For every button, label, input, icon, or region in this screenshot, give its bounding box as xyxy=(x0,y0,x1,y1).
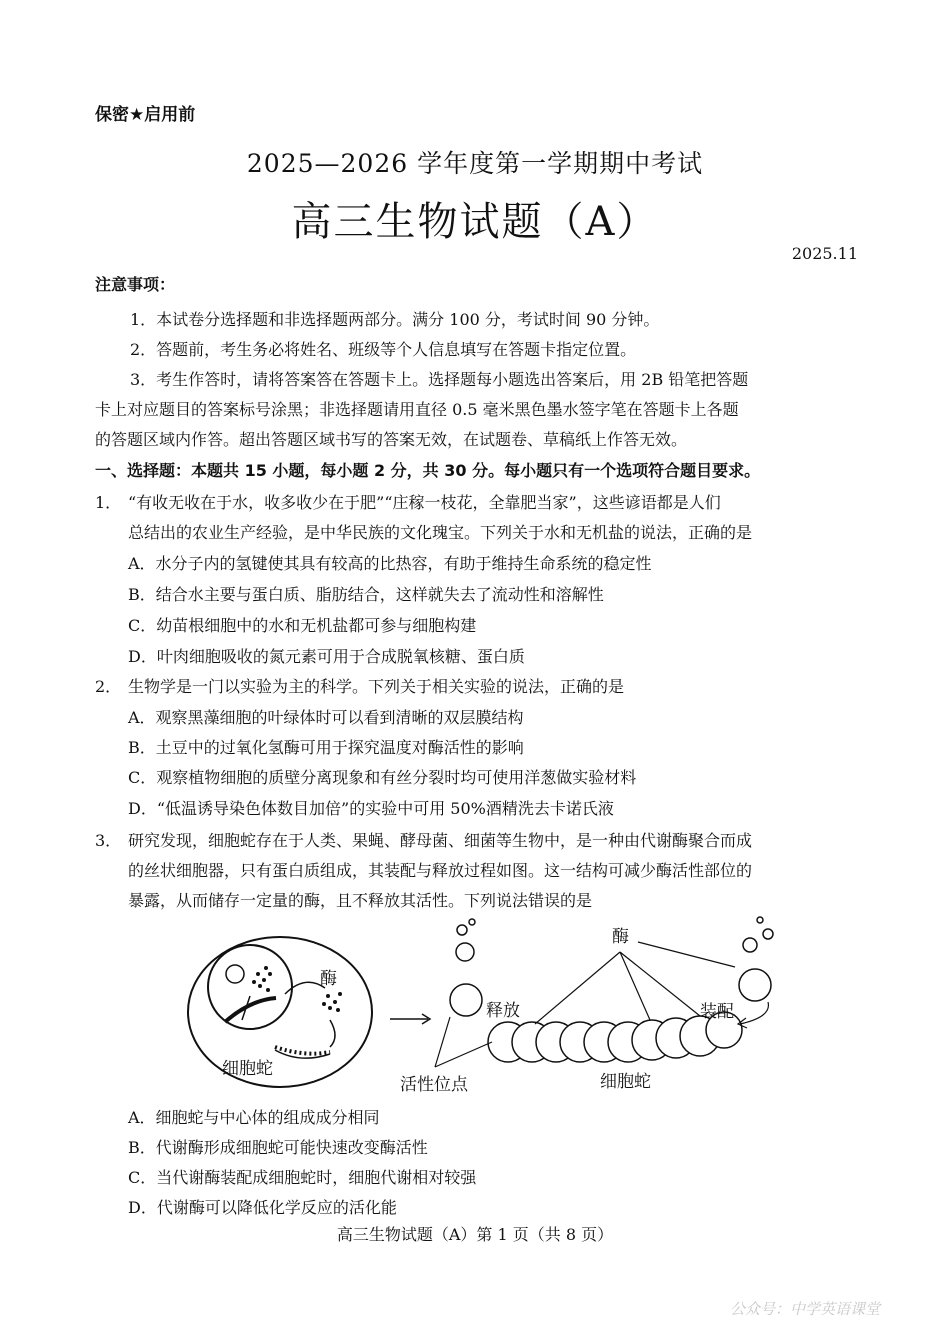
option-a: A．观察黑藻细胞的叶绿体时可以看到清晰的双层膜结构 xyxy=(128,708,524,727)
option-c: C．当代谢酶装配成细胞蛇时，细胞代谢相对较强 xyxy=(128,1168,477,1187)
question-stem-line: 的丝状细胞器，只有蛋白质组成，其装配与释放过程如图。这一结构可减少酶活性部位的 xyxy=(128,861,753,880)
question-number: 2． xyxy=(95,677,122,696)
nucleolus xyxy=(226,965,244,983)
enzyme-dots-cytoplasm xyxy=(322,992,342,1012)
figure-label-cytoophidium-left: 细胞蛇 xyxy=(222,1059,273,1079)
confidential-label: 保密★启用前 xyxy=(95,105,196,125)
enzyme-sphere-tiny xyxy=(763,929,773,939)
figure-label-cytoophidium-right: 细胞蛇 xyxy=(600,1072,651,1092)
enzyme-sphere-small xyxy=(456,943,474,961)
option-c: C．观察植物细胞的质壁分离现象和有丝分裂时均可使用洋葱做实验材料 xyxy=(128,768,637,787)
option-d: D．代谢酶可以降低化学反应的活化能 xyxy=(128,1198,397,1217)
watermark: 公众号：中学英语课堂 xyxy=(729,1300,880,1318)
notice-heading: 注意事项： xyxy=(95,275,176,294)
option-b: B．代谢酶形成细胞蛇可能快速改变酶活性 xyxy=(128,1138,428,1157)
figure-label-active-site: 活性位点 xyxy=(400,1075,468,1095)
cytoophidium-figure xyxy=(180,912,800,1102)
notice-item-3-cont-2: 的答题区域内作答。超出答题区域书写的答案无效，在试题卷、草稿纸上作答无效。 xyxy=(95,430,688,449)
question-number: 3． xyxy=(95,831,122,850)
question-stem-line: “有收无收在于水，收多收少在于肥”“庄稼一枝花，全靠肥当家”，这些谚语都是人们 xyxy=(128,493,721,512)
figure-label-enzyme-left: 酶 xyxy=(320,969,337,989)
option-c: C．幼苗根细胞中的水和无机盐都可参与细胞构建 xyxy=(128,616,477,635)
cycle-arrow-bottom xyxy=(275,1050,330,1058)
page-title: 高三生物试题（A） xyxy=(291,199,659,245)
question-stem-line: 生物学是一门以实验为主的科学。下列关于相关实验的说法，正确的是 xyxy=(128,677,625,696)
page-footer: 高三生物试题（A）第 1 页（共 8 页） xyxy=(336,1225,614,1244)
enzyme-sphere-assembly xyxy=(739,969,771,1001)
enzyme-sphere-small xyxy=(743,938,757,952)
assembly-arrow xyxy=(740,1002,768,1024)
cycle-arrow-right xyxy=(330,1020,335,1047)
enzyme-sphere-tiny xyxy=(757,917,763,923)
question-stem-line: 暴露，从而储存一定量的酶，且不释放其活性。下列说法错误的是 xyxy=(128,891,593,910)
option-b: B．结合水主要与蛋白质、脂肪结合，这样就失去了流动性和溶解性 xyxy=(128,585,604,604)
section-heading: 一、选择题：本题共 15 小题，每小题 2 分，共 30 分。每小题只有一个选项符合题目要求。 xyxy=(95,461,761,480)
exam-date: 2025.11 xyxy=(791,244,858,263)
question-stem-line: 研究发现，细胞蛇存在于人类、果蝇、酵母菌、细菌等生物中，是一种由代谢酶聚合而成 xyxy=(128,831,753,850)
enzyme-pointer-line xyxy=(638,942,735,967)
option-a: A．水分子内的氢键使其具有较高的比热容，有助于维持生命系统的稳定性 xyxy=(128,554,652,573)
enzyme-sphere-tiny xyxy=(457,925,467,935)
enzyme-sphere-tiny xyxy=(469,919,475,925)
figure-label-enzyme-right: 酶 xyxy=(612,927,629,947)
figure-label-assembly: 装配 xyxy=(700,1002,734,1022)
option-b: B．土豆中的过氧化氢酶可用于探究温度对酶活性的影响 xyxy=(128,738,524,757)
enzyme-sphere-release xyxy=(450,984,482,1016)
exam-title: 2025—2026 学年度第一学期期中考试 xyxy=(246,149,704,178)
notice-item-3: 3．考生作答时，请将答案答在答题卡上。选择题每小题选出答案后，用 2B 铅笔把答题 xyxy=(130,370,749,389)
enzyme-dots-nucleus xyxy=(252,966,272,992)
notice-item-1: 1．本试卷分选择题和非选择题两部分。满分 100 分，考试时间 90 分钟。 xyxy=(130,310,660,329)
question-number: 1． xyxy=(95,493,122,512)
notice-item-3-cont-1: 卡上对应题目的答案标号涂黑；非选择题请用直径 0.5 毫米黑色墨水签字笔在答题卡上各题 xyxy=(95,400,739,419)
notice-item-2: 2．答题前，考生务必将姓名、班级等个人信息填写在答题卡指定位置。 xyxy=(130,340,637,359)
option-d: D．叶肉细胞吸收的氮元素可用于合成脱氧核糖、蛋白质 xyxy=(128,647,525,666)
option-d: D．“低温诱导染色体数目加倍”的实验中可用 50%酒精洗去卡诺氏液 xyxy=(128,799,614,818)
enzyme-pointer-lines xyxy=(535,952,700,1024)
active-site-pointer-lines xyxy=(435,1017,492,1067)
option-a: A．细胞蛇与中心体的组成成分相同 xyxy=(128,1108,380,1127)
cytoophidium-in-nucleus xyxy=(225,998,276,1022)
cytoophidium-in-cytoplasm xyxy=(275,1047,330,1054)
figure-label-release: 释放 xyxy=(486,1001,520,1021)
nucleus-outline xyxy=(208,945,292,1029)
question-stem-line: 总结出的农业生产经验，是中华民族的文化瑰宝。下列关于水和无机盐的说法，正确的是 xyxy=(128,523,753,542)
